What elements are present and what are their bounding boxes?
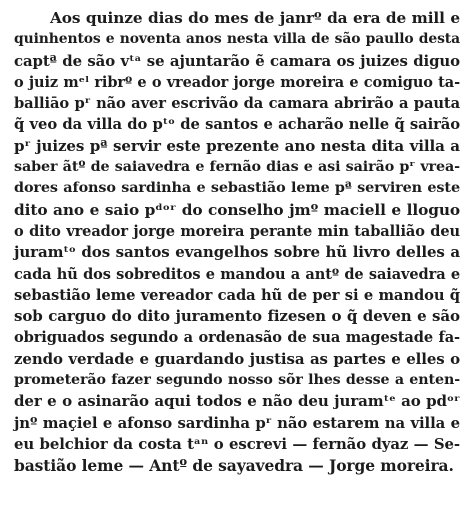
text-line-1: Aos quinze dias do mes de janrº da era de mill e xyxy=(50,9,460,27)
text-line-17: zendo verdade e guardando justisa as partes e elles o xyxy=(14,349,460,368)
text-line-6: q̃ veo da villa do pᵗᵒ de santos e acharão nelle q̃ sairão xyxy=(14,116,460,134)
text-line-15: sob carguo do dito juramento fizesen o q̃ deven e são xyxy=(14,307,460,326)
text-line-20: jnº maçiel e afonso sardinha pʳ não estarem na villa e xyxy=(14,413,460,432)
text-line-12: juramᵗᵒ dos santos evangelhos sobre hũ livro delles a xyxy=(14,243,460,262)
text-line-9: dores afonso sardinha e sebastião leme pª serviren este xyxy=(14,180,460,197)
text-line-21: eu belchior da costa tᵃⁿ o escrevi — fernão dyaz — Se- xyxy=(14,434,460,453)
text-line-13: cada hũ dos sobreditos e mandou a antº de saiavedra e xyxy=(14,265,460,283)
text-line-10: dito ano e saio pᵈᵒʳ do conselho jmº maciell e lloguo xyxy=(14,200,460,219)
text-line-5: balliāo pʳ não aver escrivão da camara abrirão a pauta xyxy=(14,95,460,113)
text-line-3: captª de são vᵗᵃ se ajuntarão ẽ camara os juizes diguo xyxy=(14,51,460,70)
text-line-14: sebastião leme vereador cada hũ de per si e mandou q̃ xyxy=(14,286,460,304)
text-line-2: quinhentos e noventa anos nesta villa de são paullo desta xyxy=(14,31,460,48)
document-page xyxy=(14,8,460,477)
text-line-4: o juiz mᵉˡ ribrº e o vreador jorge moreira e comiguo ta- xyxy=(14,73,460,91)
text-line-22: bastião leme — Antº de sayavedra — Jorge moreira. xyxy=(14,456,454,476)
text-line-16: obriguados segundo a ordenasão de sua magestade fa- xyxy=(14,329,460,347)
text-line-18: prometerão fazer segundo nosso sõr lhes desse a enten- xyxy=(14,372,460,389)
text-line-11: o dito vreador jorge moreira perante min taballião deu xyxy=(14,222,460,240)
text-line-8: saber ãtº de saiavedra e fernão dias e asi sairão pʳ vrea- xyxy=(14,159,460,176)
text-line-19: der e o asinarão aqui todos e não deu juramᵗᵉ ao pdᵒʳ xyxy=(14,392,460,411)
text-line-7: pʳ juizes pª servir este prezente ano nesta dita villa a xyxy=(14,136,460,155)
